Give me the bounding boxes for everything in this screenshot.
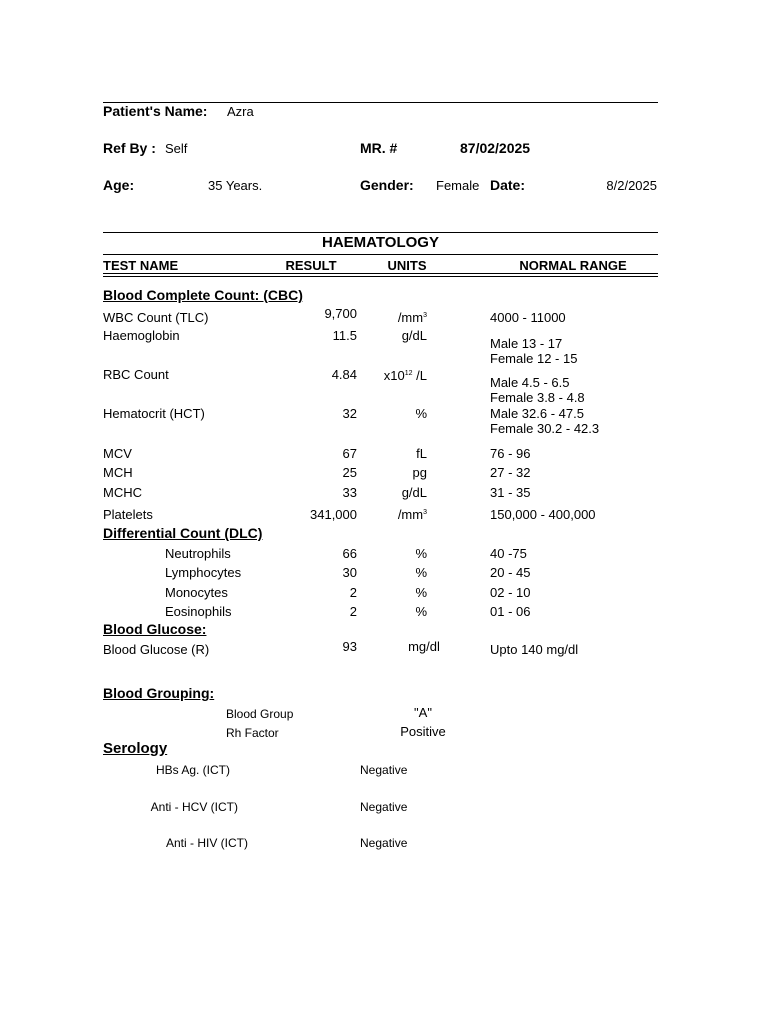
range-hct: Male 32.6 - 47.5 Female 30.2 - 42.3 bbox=[490, 406, 600, 436]
range-eosinophils: 01 - 06 bbox=[490, 604, 531, 619]
age-value: 35 Years. bbox=[208, 178, 263, 193]
result-mch: 25 bbox=[342, 465, 357, 480]
unit-glucose: mg/dl bbox=[408, 639, 440, 654]
range-mcv: 76 - 96 bbox=[490, 446, 531, 461]
test-name-platelets: Platelets bbox=[103, 507, 153, 522]
column-header-normal-range: NORMAL RANGE bbox=[519, 258, 627, 273]
column-header-units: UNITS bbox=[387, 258, 427, 273]
blood-group-label: Blood Group bbox=[226, 707, 294, 721]
result-lymphocytes: 30 bbox=[342, 565, 357, 580]
age-label: Age: bbox=[103, 177, 135, 193]
range-lymphocytes: 20 - 45 bbox=[490, 565, 531, 580]
date-value: 8/2/2025 bbox=[606, 178, 657, 193]
section-title: HAEMATOLOGY bbox=[322, 234, 439, 251]
range-mch: 27 - 32 bbox=[490, 465, 531, 480]
result-hct: 32 bbox=[342, 406, 357, 421]
rh-factor-value: Positive bbox=[400, 724, 446, 739]
column-header-bottom-rule-1 bbox=[103, 273, 658, 274]
result-mchc: 33 bbox=[342, 485, 357, 500]
result-rbc: 4.84 bbox=[331, 367, 357, 382]
rh-factor-label: Rh Factor bbox=[226, 726, 279, 740]
result-wbc: 9,700 bbox=[324, 306, 357, 321]
section-top-rule bbox=[103, 232, 658, 233]
test-name-mcv: MCV bbox=[103, 446, 132, 461]
test-name-lymphocytes: Lymphocytes bbox=[165, 565, 242, 580]
glucose-heading: Blood Glucose: bbox=[103, 621, 207, 637]
grouping-heading: Blood Grouping: bbox=[103, 685, 215, 701]
dlc-heading: Differential Count (DLC) bbox=[103, 525, 263, 541]
test-name-hbsag: HBs Ag. (ICT) bbox=[155, 763, 230, 777]
ref-by-value: Self bbox=[165, 141, 188, 156]
unit-platelets: $/mm^3$ bbox=[397, 507, 427, 522]
unit-mchc: g/dL bbox=[401, 485, 427, 500]
test-name-rbc: RBC Count bbox=[103, 367, 169, 382]
result-hcv: Negative bbox=[360, 800, 408, 814]
unit-rbc: $x10^{12}$ /L bbox=[383, 368, 427, 383]
gender-label: Gender: bbox=[360, 177, 414, 193]
patient-name-label: Patient's Name: bbox=[103, 103, 208, 119]
column-header-result: RESULT bbox=[285, 258, 337, 273]
serology-heading: Serology bbox=[103, 740, 168, 757]
mr-label: MR. # bbox=[360, 140, 398, 156]
ref-by-label: Ref By : bbox=[103, 140, 156, 156]
test-name-neutrophils: Neutrophils bbox=[165, 546, 231, 561]
unit-mch: pg bbox=[412, 465, 427, 480]
column-header-test-name: TEST NAME bbox=[103, 258, 179, 273]
result-glucose: 93 bbox=[342, 639, 357, 654]
range-neutrophils: 40 -75 bbox=[490, 546, 527, 561]
test-name-monocytes: Monocytes bbox=[165, 585, 228, 600]
range-monocytes: 02 - 10 bbox=[490, 585, 531, 600]
unit-wbc: $/mm^3$ bbox=[397, 310, 427, 325]
cbc-heading: Blood Complete Count: (CBC) bbox=[103, 287, 303, 303]
test-name-hcv: Anti - HCV (ICT) bbox=[150, 800, 238, 814]
result-platelets: 341,000 bbox=[310, 507, 357, 522]
test-name-hiv: Anti - HIV (ICT) bbox=[165, 836, 248, 850]
result-mcv: 67 bbox=[342, 446, 357, 461]
date-label: Date: bbox=[490, 177, 526, 193]
unit-hct: % bbox=[415, 406, 427, 421]
test-name-mchc: MCHC bbox=[103, 485, 142, 500]
range-wbc: 4000 - 11000 bbox=[490, 310, 566, 325]
test-name-haemoglobin: Haemoglobin bbox=[103, 328, 180, 343]
result-haemoglobin: 11.5 bbox=[332, 328, 357, 343]
gender-value: Female bbox=[436, 178, 480, 193]
column-header-bottom-rule-2 bbox=[103, 276, 658, 277]
result-monocytes: 2 bbox=[349, 585, 357, 600]
test-name-hct: Hematocrit (HCT) bbox=[103, 406, 205, 421]
result-hbsag: Negative bbox=[360, 763, 408, 777]
range-mchc: 31 - 35 bbox=[490, 485, 531, 500]
test-name-mch: MCH bbox=[103, 465, 133, 480]
mr-value: 87/02/2025 bbox=[460, 140, 531, 156]
range-platelets: 150,000 - 400,000 bbox=[490, 507, 596, 522]
result-neutrophils: 66 bbox=[342, 546, 357, 561]
range-rbc: Male 4.5 - 6.5 Female 3.8 - 4.8 bbox=[490, 375, 585, 405]
unit-mcv: fL bbox=[416, 446, 427, 461]
unit-haemoglobin: g/dL bbox=[401, 328, 427, 343]
patient-name-value: Azra bbox=[227, 104, 254, 119]
blood-group-value: "A" bbox=[414, 705, 432, 720]
result-hiv: Negative bbox=[360, 836, 408, 850]
test-name-glucose: Blood Glucose (R) bbox=[103, 642, 210, 657]
test-name-eosinophils: Eosinophils bbox=[165, 604, 232, 619]
unit-eosinophils: % bbox=[415, 604, 427, 619]
result-eosinophils: 2 bbox=[349, 604, 357, 619]
unit-neutrophils: % bbox=[415, 546, 427, 561]
unit-monocytes: % bbox=[415, 585, 427, 600]
range-glucose: Upto 140 mg/dl bbox=[490, 642, 579, 657]
column-header-top-rule bbox=[103, 254, 658, 255]
unit-lymphocytes: % bbox=[415, 565, 427, 580]
test-name-wbc: WBC Count (TLC) bbox=[103, 310, 209, 325]
range-haemoglobin: Male 13 - 17 Female 12 - 15 bbox=[490, 336, 578, 366]
